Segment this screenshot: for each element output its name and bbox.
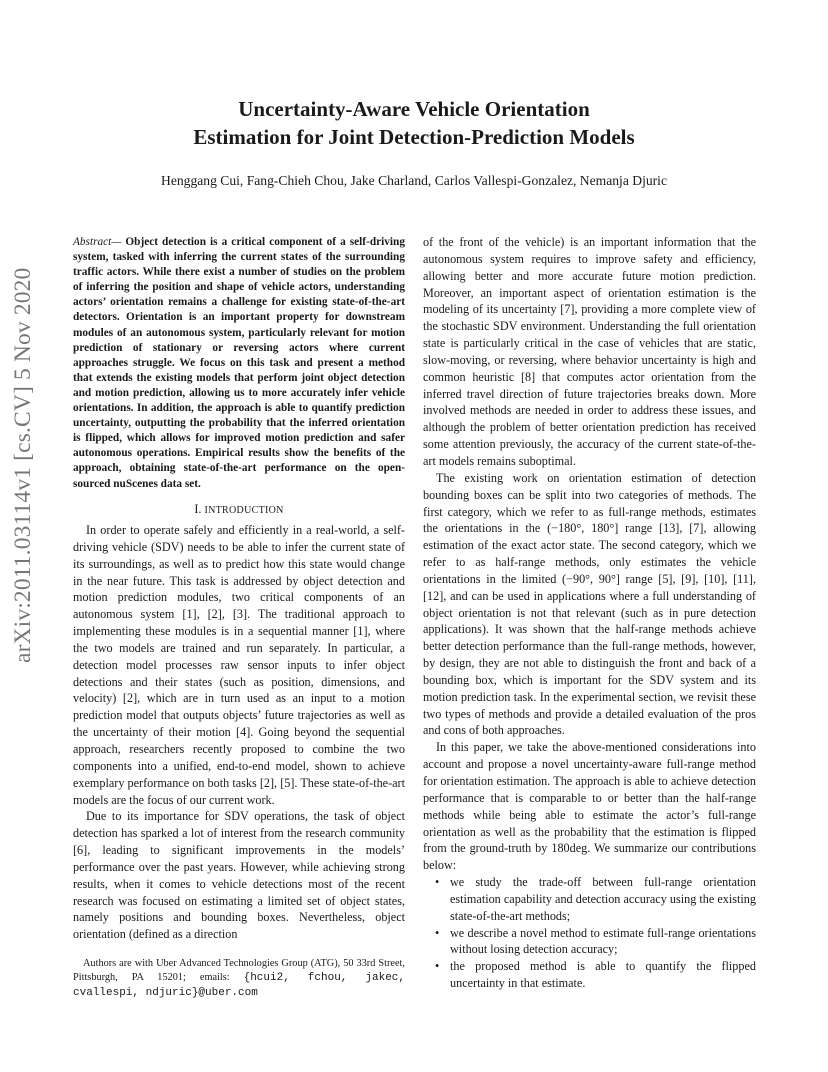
contribution-item: • we describe a novel method to estimate full-range orientations without losing detection accuracy; xyxy=(435,925,756,957)
intro-paragraph-1: In order to operate safely and efficiently in a real-world, a self-driving vehicle (SDV) needs to be able to infer the current state of its surroundings, as well as to predict how this state would change in the near future. This task is addressed by object detection and motion prediction modules, two critical components of an autonomous system [1], [2], [3]. The traditional approach to implementing these modules is in a sequential manner [1], where the two models are trained and run separately. In particular, a detection model processes raw sensor inputs to infer object detections and their states (such as position, dimensions, and velocity) [2], which are in turn used as an input to a motion prediction model that outputs objects’ future trajectories as well as the uncertainty of their motion [4]. Going beyond the sequential approach, researchers recently proposed to combine the two components into a unified, end-to-end model, shown to achieve exemplary performance on both tasks [2], [5]. These state-of-the-art models are the focus of our current work. xyxy=(73,523,405,807)
left-column-body xyxy=(73,522,405,943)
intro-paragraph-4: The existing work on orientation estimation of detection bounding boxes can be split into two categories of methods. The first category, which we refer to as full-range methods, estimates the orientations in the (−180°, 180°] range [13], [7], allowing estimation of the exact actor state. The second category, which we refer to as half-range methods, only estimates the vehicle orientations in the limited (−90°, 90°] range [5], [9], [10], [11], [12], and can be used in applications where a full understanding of object orientation is not that relevant (such as in pure detection applications). It was shown that the half-range methods achieve better detection performance than the full-range methods, however, by design, they are not able to distinguish the front and back of a bounding box, which is important for the SDV system and its motion prediction task. In the experimental section, we revisit these two types of methods and provide a detailed evaluation of the pros and cons of both approaches. xyxy=(423,470,756,738)
author-emails: {hcui2, fchou, jakec, cvallespi, ndjuric}@uber.com xyxy=(73,971,405,999)
abstract-text: Object detection is a critical component of a self-driving system, tasked with inferring the current states of the surrounding traffic actors. While there exist a number of studies on the problem of inferring the position and shape of vehicle actors, understanding actors’ orientation remains a challenge for existing state-of-the-art detectors. Orientation is an important property for downstream modules of an autonomous system, particularly relevant for motion prediction of stationary or reversing actors where current approaches struggle. We focus on this task and present a method that extends the existing models that perform joint object detection and motion prediction, allowing us to more accurately infer vehicle orientations. In addition, the approach is able to quantify prediction uncertainty, outputting the probability that the inferred orientation is flipped, which allows for improved motion prediction and safer autonomous operations. Empirical results show the benefits of the approach, obtaining state-of-the-art performance on the open-sourced nuScenes data set. xyxy=(73,236,405,490)
footnote-text: Authors are with Uber Advanced Technologies Group (ATG), 50 33rd Street, Pittsburgh, PA 15201; emails: xyxy=(73,958,405,983)
intro-paragraph-5: In this paper, we take the above-mentioned considerations into account and propose a novel uncertainty-aware full-range method for orientation estimation. The approach is able to achieve detection performance that is comparable to or better than the half-range methods while being able to estimate the actor’s full-range orientation as well as the probability that the estimation is flipped from the ground-truth by 180deg. We summarize our contributions below: xyxy=(423,740,756,873)
section-heading xyxy=(73,502,405,517)
arxiv-identifier: arXiv:2011.03114v1 [cs.CV] 5 Nov 2020 xyxy=(10,267,36,663)
section-title: INTRODUCTION xyxy=(204,505,284,516)
abstract: Abstract— Object detection is a critical component of a self-driving system, tasked with inferring the current states of the surrounding traffic actors. While there exist a number of studies on the problem of inferring the position and shape of vehicle actors, understanding actors’ orientation remains a challenge for existing state-of-the-art detectors. Orientation is an important property for downstream modules of an autonomous system, particularly relevant for motion prediction of stationary or reversing actors where current approaches struggle. We focus on this task and present a method that extends the existing models that perform joint object detection and motion prediction, allowing us to more accurately infer vehicle orientations. In addition, the approach is able to quantify prediction uncertainty, outputting the probability that the inferred orientation is flipped, which allows for improved motion prediction and safer autonomous operations. Empirical results show the benefits of the approach, obtaining state-of-the-art performance on the open-sourced nuScenes data set. xyxy=(73,236,405,490)
bullet-icon: • xyxy=(435,875,440,890)
intro-paragraph-2: Due to its importance for SDV operations, the task of object detection has sparked a lot of interest from the research community [6], leading to significant improvements in the models’ performance over the past years. However, while achieving strong results, when it comes to vehicle detections most of the recent research was focused on estimating a limited set of object states, namely positions and bounding boxes. Nevertheless, object orientation (defined as a direction xyxy=(73,809,405,942)
title-line-1: Uncertainty-Aware Vehicle Orientation xyxy=(238,97,590,121)
intro-paragraph-3: of the front of the vehicle) is an important information that the autonomous system requires to improve safety and efficiency, allowing better and more accurate future motion prediction. Moreover, an important aspect of orientation estimation is the modeling of its uncertainty [7], providing a more complete view of the stochastic SDV environment. Understanding the full orientation state is particularly critical in the case of vehicles that are static, slow-moving, or reversing, where behavior uncertainty is high and common heuristic [8] that computes actor orientation from the inferred travel direction of future trajectories breaks down. More involved methods are needed in order to address these issues, and although the problem of better orientation prediction has received some attention previously, the accuracy of the current state-of-the-art models remains suboptimal. xyxy=(423,235,756,468)
section-number: I. xyxy=(194,502,202,516)
paper-title xyxy=(0,95,828,151)
abstract-label: Abstract xyxy=(73,236,112,248)
bullet-icon: • xyxy=(435,959,440,974)
title-line-2: Estimation for Joint Detection-Prediction Models xyxy=(193,125,635,149)
right-column-body xyxy=(423,234,756,992)
author-list: Henggang Cui, Fang-Chieh Chou, Jake Charland, Carlos Vallespi-Gonzalez, Nemanja Djuric xyxy=(161,173,667,188)
contribution-item: • we study the trade-off between full-range orientation estimation capability and detection accuracy using the existing state-of-the-art methods; xyxy=(435,875,756,923)
bullet-icon: • xyxy=(435,925,440,940)
contribution-item: • the proposed method is able to quantify the flipped uncertainty in that estimate. xyxy=(435,959,756,991)
contributions-list xyxy=(423,874,756,992)
footnote xyxy=(73,957,405,1001)
